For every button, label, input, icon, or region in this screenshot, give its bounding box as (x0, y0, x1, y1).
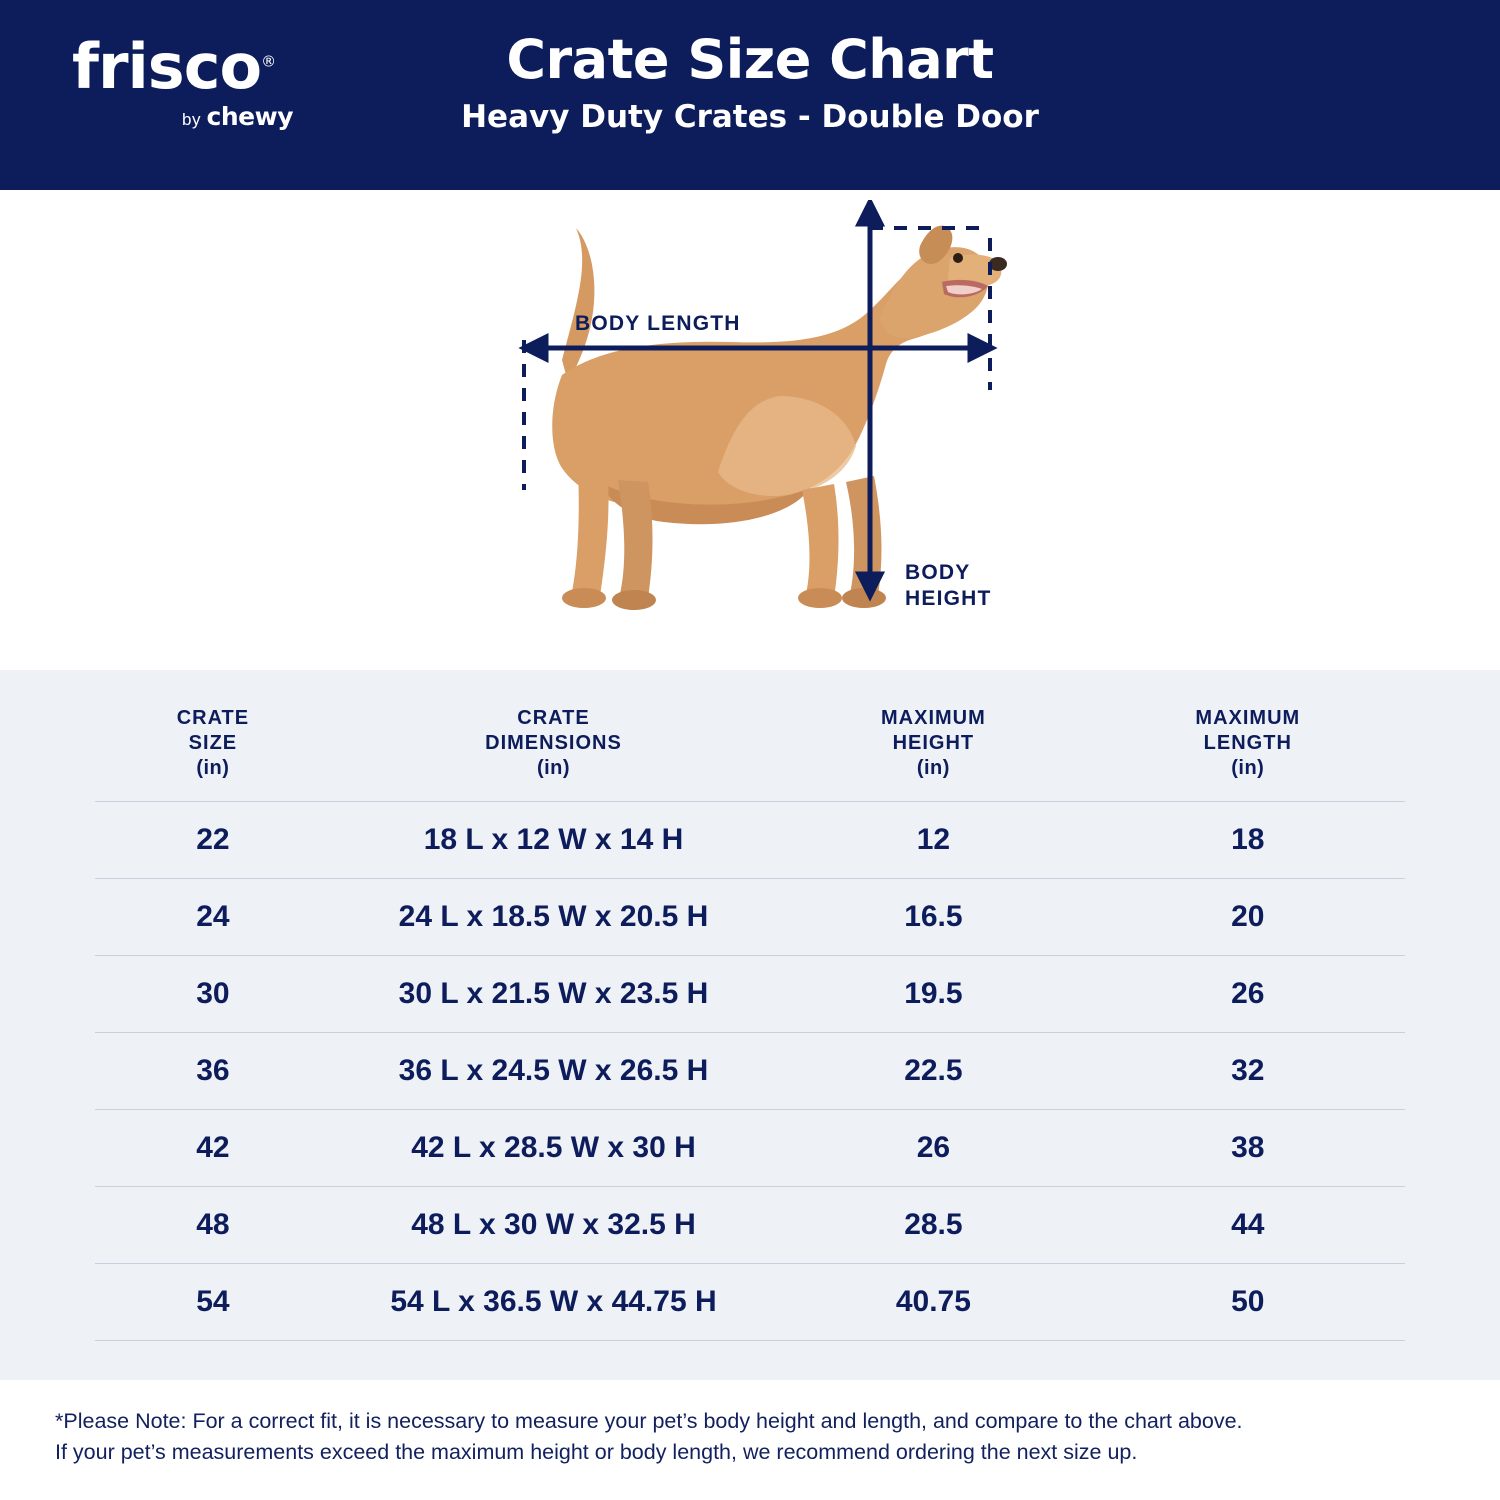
col2-line2: HEIGHT (892, 732, 975, 754)
header-title-block (0, 30, 1500, 135)
table-header (95, 698, 1405, 802)
cell-crate-size: 48 (95, 1187, 331, 1264)
col2-unit: (in) (916, 757, 950, 779)
logo-chewy-text: chewy (206, 102, 293, 131)
cell-max-height: 22.5 (776, 1033, 1090, 1110)
body-height-label-line2: HEIGHT (905, 587, 992, 611)
cell-crate-size: 36 (95, 1033, 331, 1110)
cell-max-length: 44 (1091, 1187, 1405, 1264)
page-title: Crate Size Chart (506, 28, 994, 91)
cell-crate-size: 22 (95, 802, 331, 879)
table-header-row (95, 698, 1405, 802)
col2-line1: MAXIMUM (881, 707, 986, 729)
cell-crate-dimensions: 42 L x 28.5 W x 30 H (331, 1110, 776, 1187)
cell-max-height: 26 (776, 1110, 1090, 1187)
body-height-label-line1: BODY (905, 561, 971, 584)
col3-unit: (in) (1231, 757, 1265, 779)
column-header-crate-dimensions (331, 698, 776, 802)
table-row (95, 1033, 1405, 1110)
col1-line1: CRATE (517, 707, 590, 729)
cell-crate-dimensions: 24 L x 18.5 W x 20.5 H (331, 879, 776, 956)
page-header (0, 0, 1500, 190)
table-row (95, 956, 1405, 1033)
cell-crate-dimensions: 54 L x 36.5 W x 44.75 H (331, 1264, 776, 1341)
cell-max-length: 38 (1091, 1110, 1405, 1187)
cell-max-length: 50 (1091, 1264, 1405, 1341)
cell-max-length: 20 (1091, 879, 1405, 956)
cell-crate-dimensions: 48 L x 30 W x 32.5 H (331, 1187, 776, 1264)
col0-line1: CRATE (176, 707, 250, 729)
footnote (0, 1380, 1500, 1500)
cell-crate-size: 54 (95, 1264, 331, 1341)
col0-unit: (in) (196, 757, 230, 779)
table-row (95, 879, 1405, 956)
cell-max-height: 40.75 (776, 1264, 1090, 1341)
col0-line2: SIZE (188, 732, 238, 754)
crate-size-table (95, 698, 1405, 1341)
cell-max-height: 19.5 (776, 956, 1090, 1033)
footnote-line-1: *Please Note: For a correct fit, it is necessary to measure your pet’s body height and length, and compare to the chart above. (55, 1409, 1243, 1433)
column-header-crate-size (95, 698, 331, 802)
cell-max-length: 32 (1091, 1033, 1405, 1110)
col1-line2: DIMENSIONS (485, 732, 622, 754)
measurement-illustration (0, 190, 1500, 670)
cell-max-length: 18 (1091, 802, 1405, 879)
cell-max-height: 28.5 (776, 1187, 1090, 1264)
cell-crate-dimensions: 30 L x 21.5 W x 23.5 H (331, 956, 776, 1033)
table-row (95, 802, 1405, 879)
page-subtitle: Heavy Duty Crates - Double Door (461, 99, 1039, 136)
logo-word-text: frisco (72, 30, 262, 103)
table-row (95, 1187, 1405, 1264)
col1-unit: (in) (536, 757, 571, 779)
cell-crate-size: 24 (95, 879, 331, 956)
body-height-label (905, 560, 992, 613)
col3-line1: MAXIMUM (1195, 707, 1301, 729)
cell-max-height: 12 (776, 802, 1090, 879)
column-header-maximum-height (776, 698, 1090, 802)
cell-max-height: 16.5 (776, 879, 1090, 956)
table-body (95, 802, 1405, 1341)
cell-crate-size: 30 (95, 956, 331, 1033)
size-table-section (0, 670, 1500, 1380)
cell-crate-dimensions: 18 L x 12 W x 14 H (331, 802, 776, 879)
cell-max-length: 26 (1091, 956, 1405, 1033)
col3-line2: LENGTH (1203, 732, 1292, 754)
logo-by-text: by (182, 110, 201, 129)
table-row (95, 1110, 1405, 1187)
footnote-line-2: If your pet’s measurements exceed the maximum height or body length, we recommend ordering the next size up. (55, 1440, 1138, 1465)
column-header-maximum-length (1091, 698, 1405, 802)
registered-mark-icon: ® (261, 52, 276, 71)
table-row (95, 1264, 1405, 1341)
cell-crate-dimensions: 36 L x 24.5 W x 26.5 H (331, 1033, 776, 1110)
body-length-label: BODY LENGTH (575, 312, 741, 335)
cell-crate-size: 42 (95, 1110, 331, 1187)
